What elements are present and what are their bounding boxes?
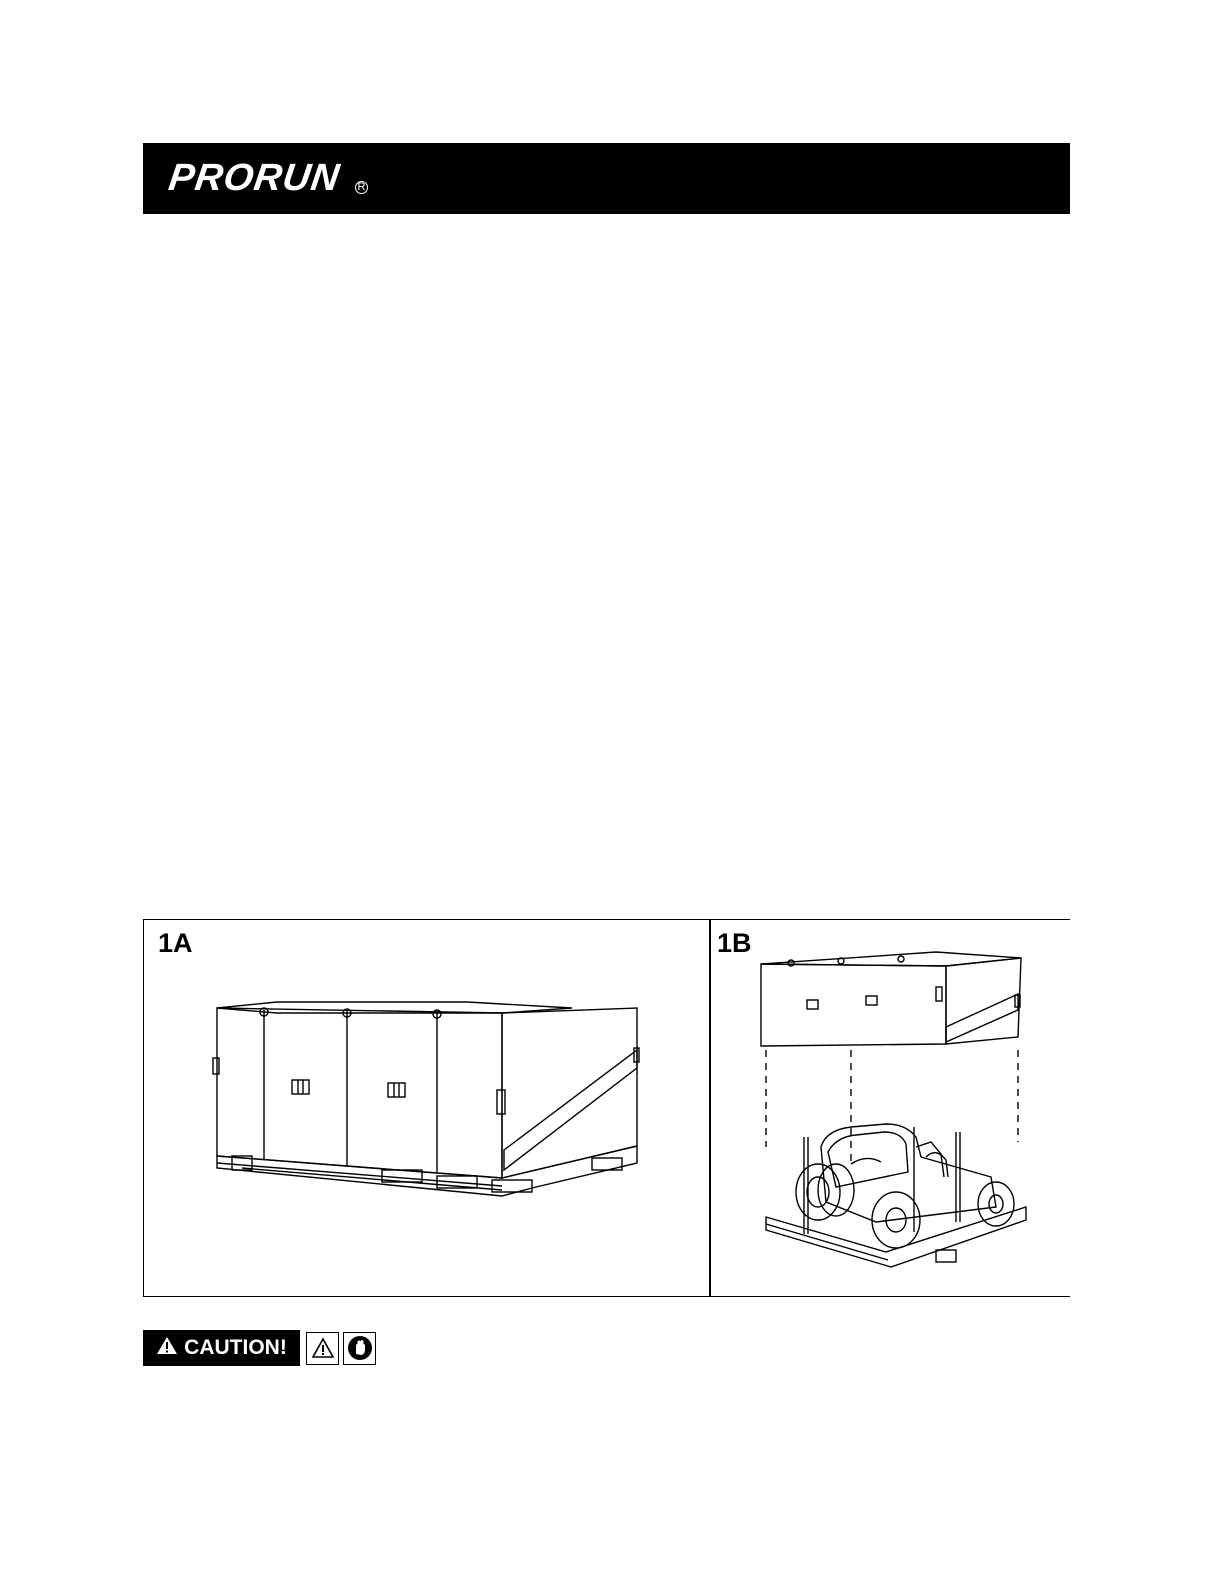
uncrated-mower-illustration (756, 932, 1056, 1282)
caution-label: CAUTION! (184, 1336, 287, 1359)
figure-box (143, 919, 1070, 1297)
gloves-icon (343, 1332, 376, 1365)
panel-label-1a: 1A (158, 928, 193, 958)
header-bar (143, 143, 1070, 214)
figure-divider (709, 920, 711, 1296)
panel-label-1b: 1B (717, 928, 752, 958)
warning-triangle-icon (306, 1332, 339, 1365)
warning-triangle-icon (156, 1336, 178, 1361)
registered-mark: R (355, 181, 368, 194)
caution-badge (143, 1330, 300, 1366)
brand-logo: PRORUN (166, 157, 343, 199)
caution-row (143, 1330, 376, 1366)
crate-on-pallet-illustration (212, 998, 652, 1223)
